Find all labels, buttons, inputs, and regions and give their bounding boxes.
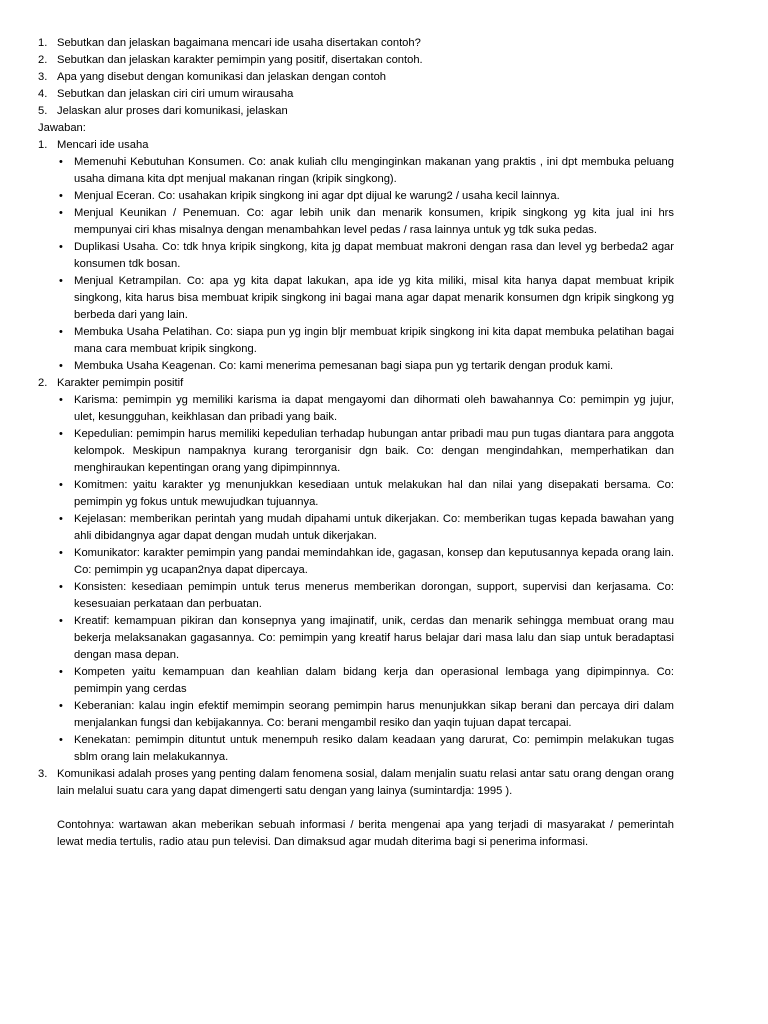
question-text: Jelaskan alur proses dari komunikasi, jelaskan xyxy=(57,105,288,117)
bullet-item: • Duplikasi Usaha. Co: tdk hnya kripik singkong, kita jg dapat membuat makroni dengan rasa dan level yg berbeda2 agar konsumen tdk bosan. xyxy=(38,239,674,273)
answer-number: 1. xyxy=(38,139,48,151)
question-text: Sebutkan dan jelaskan bagaimana mencari ide usaha disertakan contoh? xyxy=(57,37,421,49)
question-number: 2. xyxy=(38,54,48,66)
document-body xyxy=(38,35,674,851)
bullet-item: • Kreatif: kemampuan pikiran dan konsepnya yang imajinatif, unik, cerdas dan menarik sehingga membuat orang mau bekerja melaksanakan gagasannya. Co: pemimpin yang kreatif harus belajar dari masa lalu dan siap untuk beradaptasi dengan masa depan. xyxy=(38,613,674,664)
bullet-item: • Kompeten yaitu kemampuan dan keahlian dalam bidang kerja dan operasional lembaga yang dipimpinnya. Co: pemimpin yang cerdas xyxy=(38,664,674,698)
question-number: 4. xyxy=(38,88,48,100)
question-number: 5. xyxy=(38,105,48,117)
bullet-item: • Menjual Ketrampilan. Co: apa yg kita dapat lakukan, apa ide yg kita miliki, misal kita hanya dapat membuat kripik singkong, kita harus bisa membuat kripik singkong ini bagai mana agar dapat menarik konsumen dgn kripik singkong yg berbeda dari yang lain. xyxy=(38,273,674,324)
bullet-item: • Membuka Usaha Keagenan. Co: kami menerima pemesanan bagi siapa pun yg tertarik dengan produk kami. xyxy=(38,358,674,375)
bullet-item: • Keberanian: kalau ingin efektif memimpin seorang pemimpin harus menunjukkan sikap berani dan percaya diri dalam menjalankan fungsi dan kebijakannya. Co: berani mengambil resiko dan yaqin tujuan dapat tercapai. xyxy=(38,698,674,732)
question-item xyxy=(38,69,674,86)
question-item xyxy=(38,35,674,52)
answer-heading xyxy=(38,766,674,800)
question-text: Sebutkan dan jelaskan ciri ciri umum wirausaha xyxy=(57,88,294,100)
bullet-item: • Menjual Keunikan / Penemuan. Co: agar lebih unik dan menarik konsumen, kripik singkong yg kita jual ini hrs mempunyai ciri khas misalnya dengan menambahkan level pedas / rasa lainnya untuk yg tdk suka pedas. xyxy=(38,205,674,239)
answer-heading xyxy=(38,375,674,392)
bullet-item: • Menjual Eceran. Co: usahakan kripik singkong ini agar dpt dijual ke warung2 / usaha kecil lainnya. xyxy=(38,188,674,205)
question-number: 3. xyxy=(38,71,48,83)
question-number: 1. xyxy=(38,37,48,49)
bullet-item: • Karisma: pemimpin yg memiliki karisma ia dapat mengayomi dan dihormati oleh bawahannya Co: pemimpin yg jujur, ulet, kesungguhan, keikhlasan dan pribadi yang baik. xyxy=(38,392,674,426)
bullet-item: • Kepedulian: pemimpin harus memiliki kepedulian terhadap hubungan antar pribadi mau pun tugas diantara para anggota kelompok. Meskipun nampaknya kurang terorganisir dgn baik. Co: dengan mengindahkan, memperhatikan dan menghiraukan kepentingan orang yang dipimpinnnya. xyxy=(38,426,674,477)
bullet-item: • Konsisten: kesediaan pemimpin untuk terus menerus memberikan dorongan, support, supervisi dan kerjasama. Co: kesesuaian perkataan dan perbuatan. xyxy=(38,579,674,613)
question-item xyxy=(38,103,674,120)
question-text: Apa yang disebut dengan komunikasi dan jelaskan dengan contoh xyxy=(57,71,387,83)
paragraph-spacer xyxy=(38,800,674,817)
answer-title: Karakter pemimpin positif xyxy=(57,377,184,389)
bullet-list xyxy=(38,392,674,766)
answer-title: Mencari ide usaha xyxy=(57,139,149,151)
answer-number: 2. xyxy=(38,377,48,389)
answer-section-3 xyxy=(38,766,674,851)
answer-label: Jawaban: xyxy=(38,122,86,134)
bullet-item: • Komitmen: yaitu karakter yg menunjukkan kesediaan untuk melakukan hal dan nilai yang disepakati bersama. Co: pemimpin yg fokus untuk mewujudkan tujuannya. xyxy=(38,477,674,511)
bullet-item: • Komunikator: karakter pemimpin yang pandai memindahkan ide, gagasan, konsep dan keputusannya kepada orang lain. Co: pemimpin yg ucapan2nya dapat dipercaya. xyxy=(38,545,674,579)
question-item xyxy=(38,52,674,69)
answer-paragraph: Komunikasi adalah proses yang penting dalam fenomena sosial, dalam menjalin suatu relasi antar satu orang dengan orang lain melalui suatu cara yang dapat dimengerti satu dengan yang lainya (sumintardja: 1995 ). xyxy=(57,768,674,797)
question-item xyxy=(38,86,674,103)
bullet-item: • Kejelasan: memberikan perintah yang mudah dipahami untuk dikerjakan. Co: memberikan tugas kepada bawahan yang ahli dibidangnya agar dapat dengan mudah untuk dikerjakan. xyxy=(38,511,674,545)
bullet-item: • Memenuhi Kebutuhan Konsumen. Co: anak kuliah cllu menginginkan makanan yang praktis , ini dpt membuka peluang usaha dimana kita dpt menjual makanan ringan (kripik singkong). xyxy=(38,154,674,188)
question-text: Sebutkan dan jelaskan karakter pemimpin yang positif, disertakan contoh. xyxy=(57,54,423,66)
answer-heading xyxy=(38,137,674,154)
bullet-item: • Membuka Usaha Pelatihan. Co: siapa pun yg ingin bljr membuat kripik singkong ini kita dapat membuka pelatihan bagai mana cara membuat kripik singkong. xyxy=(38,324,674,358)
example-paragraph: Contohnya: wartawan akan meberikan sebuah informasi / berita mengenai apa yang terjadi di masyarakat / pemerintah lewat media tertulis, radio atau pun televisi. Dan dimaksud agar mudah diterima bagi si penerima informasi. xyxy=(57,819,674,848)
answer-section-2 xyxy=(38,375,674,766)
question-list xyxy=(38,35,674,120)
bullet-list xyxy=(38,154,674,375)
answer-number: 3. xyxy=(38,768,48,780)
answer-section-1 xyxy=(38,137,674,375)
bullet-item: • Kenekatan: pemimpin dituntut untuk menempuh resiko dalam keadaan yang darurat, Co: pemimpin melakukan tugas sblm orang lain melakukannya. xyxy=(38,732,674,766)
